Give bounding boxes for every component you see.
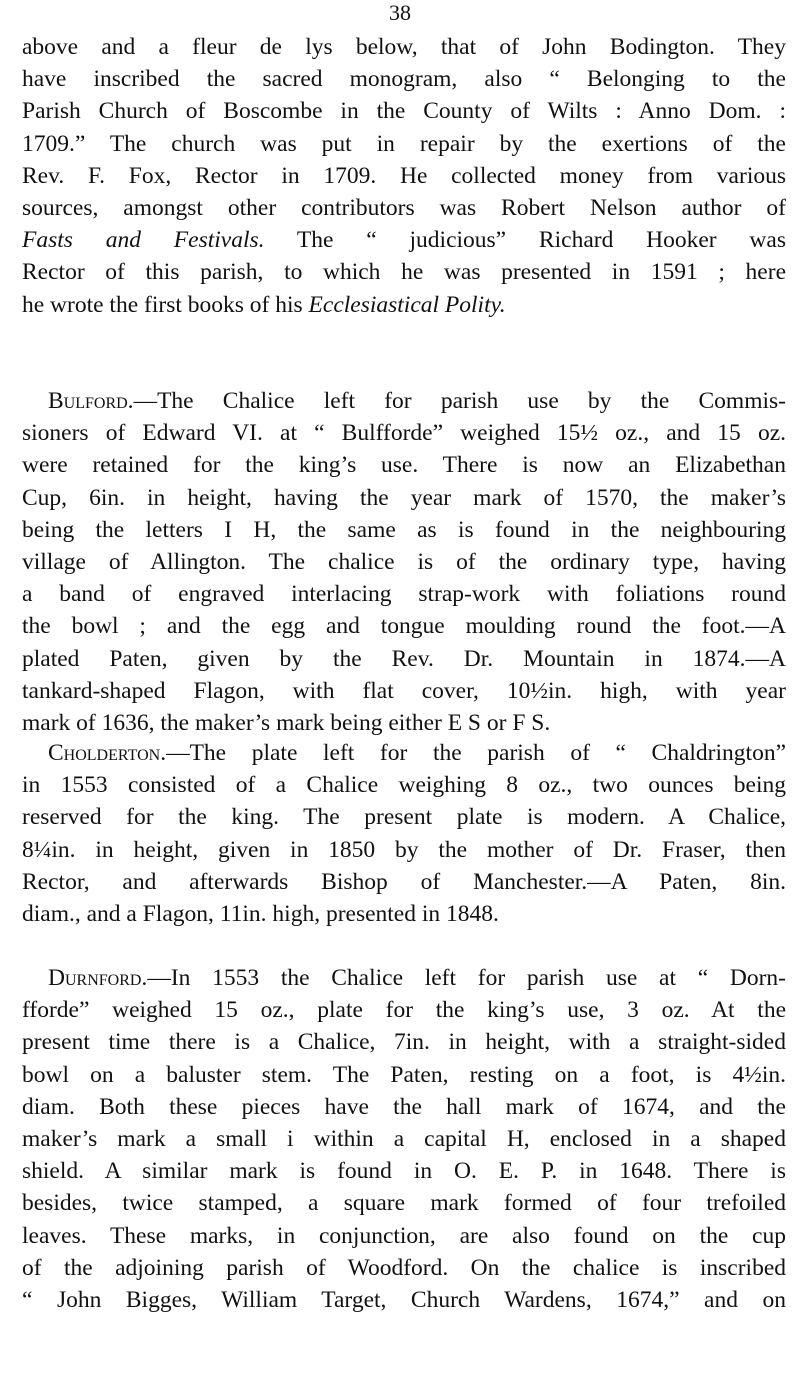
section-heading: Bulford. [48, 388, 134, 414]
text-segment: Parish Church of Boscombe in the County of Wilts : Anno Dom. : [22, 98, 786, 125]
text-line [22, 546, 786, 578]
text-segment: being the letters I H, the same as is found in the neighbouring [22, 516, 786, 543]
text-segment: reserved for the king. The present plate is modern. A Chalice, [22, 804, 786, 831]
text-segment: fforde” weighed 15 oz., plate for the king’s use, 3 oz. At the [22, 997, 786, 1024]
text-segment: 8¼in. in height, given in 1850 by the mother of Dr. Fraser, then [22, 836, 786, 863]
text-line [22, 1252, 786, 1284]
text-segment: diam. Both these pieces have the hall mark of 1674, and the [22, 1093, 786, 1120]
text-line [22, 578, 786, 610]
text-line [22, 449, 786, 481]
text-line [22, 643, 786, 675]
text-line [22, 1155, 786, 1187]
text-segment: he wrote the first books of his [22, 291, 309, 318]
text-segment: diam., and a Flagon, 11in. high, presented in 1848. [22, 900, 499, 927]
text-line [22, 417, 786, 449]
text-segment: plated Paten, given by the Rev. Dr. Mountain in 1874.—A [22, 645, 786, 672]
text-line [22, 514, 786, 546]
text-line [22, 801, 786, 833]
text-line [22, 256, 786, 288]
text-line [22, 1123, 786, 1155]
text-line [22, 1091, 786, 1123]
page-number: 38 [389, 0, 411, 25]
italic-title: Fasts and Festivals. [22, 227, 265, 254]
text-line [22, 610, 786, 642]
text-segment: leaves. These marks, in conjunction, are also found on the cup [22, 1222, 786, 1249]
text-line [22, 1220, 786, 1252]
text-segment: above and a fleur de lys below, that of John Bodington. They [22, 34, 786, 60]
text-segment: of the adjoining parish of Woodford. On the chalice is inscribed [22, 1254, 786, 1281]
text-segment: present time there is a Chalice, 7in. in height, with a straight-sided [22, 1029, 786, 1056]
text-segment: were retained for the king’s use. There is now an Elizabethan [22, 452, 786, 479]
text-segment: Rev. F. Fox, Rector in 1709. He collected money from various [22, 162, 786, 189]
text-line [22, 737, 786, 769]
paragraph-boscombe-continued [22, 31, 786, 321]
text-line [22, 128, 786, 160]
section-heading: Cholderton. [48, 740, 167, 766]
text-line [22, 224, 786, 256]
text-line [22, 1284, 786, 1316]
text-line [22, 707, 786, 739]
text-segment: maker’s mark a small i within a capital H, enclosed in a shaped [22, 1125, 786, 1152]
text-segment: the bowl ; and the egg and tongue moulding round the foot.—A [22, 613, 786, 640]
text-segment: Cup, 6in. in height, having the year mark of 1570, the maker’s [22, 484, 786, 511]
text-line [22, 63, 786, 95]
text-line [22, 994, 786, 1026]
text-segment: shield. A similar mark is found in O. E. P. in 1648. There is [22, 1158, 786, 1185]
text-line [22, 866, 786, 898]
text-segment: —In 1553 the Chalice left for parish use at “ Dorn- [147, 965, 786, 991]
text-segment: besides, twice stamped, a square mark formed of four trefoiled [22, 1190, 786, 1217]
text-segment: mark of 1636, the maker’s mark being either E S or F S. [22, 709, 551, 736]
text-segment: bowl on a baluster stem. The Paten, resting on a foot, is 4½in. [22, 1061, 786, 1088]
paragraph-durnford [22, 962, 786, 1316]
text-line [22, 482, 786, 514]
text-segment: —The plate left for the parish of “ Chaldrington” [166, 740, 786, 766]
text-line [22, 385, 786, 417]
paragraph-bulford [22, 385, 786, 739]
text-line [22, 1059, 786, 1091]
italic-title: Ecclesiastical Polity. [308, 291, 506, 318]
text-segment: sources, amongst other contributors was Robert Nelson author of [22, 194, 786, 221]
text-line [22, 962, 786, 994]
text-line [22, 769, 786, 801]
text-line [22, 31, 786, 63]
text-segment: Rector of this parish, to which he was presented in 1591 ; here [22, 259, 786, 286]
text-line [22, 675, 786, 707]
text-segment: “ John Bigges, William Target, Church Wardens, 1674,” and on [22, 1286, 786, 1313]
text-line [22, 898, 786, 930]
text-line [22, 289, 786, 321]
text-line [22, 95, 786, 127]
text-segment: in 1553 consisted of a Chalice weighing 8 oz., two ounces being [22, 772, 786, 799]
text-segment: tankard-shaped Flagon, with flat cover, 10½in. high, with year [22, 677, 786, 704]
text-segment: a band of engraved interlacing strap-work with foliations round [22, 581, 786, 608]
text-segment: village of Allington. The chalice is of the ordinary type, having [22, 548, 786, 575]
paragraph-cholderton [22, 737, 786, 930]
section-heading: Durnford. [48, 965, 148, 991]
text-segment: sioners of Edward VI. at “ Bulfforde” weighed 15½ oz., and 15 oz. [22, 420, 786, 447]
text-line [22, 1187, 786, 1219]
text-line [22, 1026, 786, 1058]
text-segment: The “ judicious” Richard Hooker was [264, 227, 786, 254]
text-segment: —The Chalice left for parish use by the Commis- [133, 388, 786, 414]
text-line [22, 160, 786, 192]
text-segment: have inscribed the sacred monogram, also “ Belonging to the [22, 66, 786, 93]
text-segment: 1709.” The church was put in repair by the exertions of the [22, 130, 786, 157]
text-line [22, 834, 786, 866]
text-line [22, 192, 786, 224]
text-segment: Rector, and afterwards Bishop of Manchester.—A Paten, 8in. [22, 868, 786, 895]
